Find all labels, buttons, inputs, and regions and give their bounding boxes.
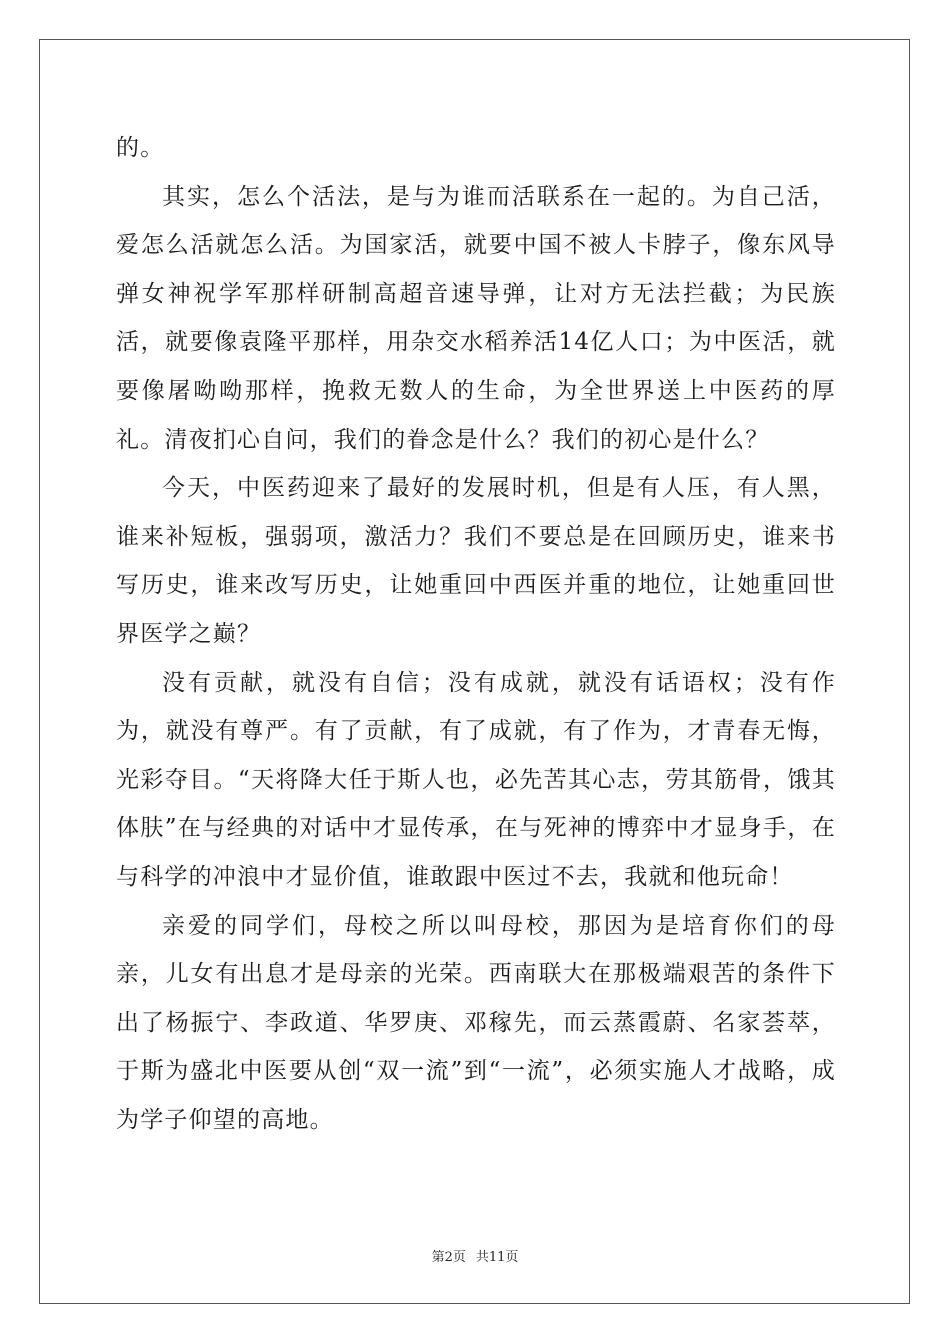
- paragraph-3: 今天，中医药迎来了最好的发展时机，但是有人压，有人黑，谁来补短板，强弱项，激活力？我们不要总是在回顾历史，谁来书写历史，谁来改写历史，让她重回中西医并重的地位，让她重回世界医学之巅？: [116, 475, 836, 647]
- paragraph-5: 亲爱的同学们，母校之所以叫母校，那因为是培育你们的母亲，儿女有出息才是母亲的光荣。西南联大在那极端艰苦的条件下出了杨振宁、李政道、华罗庚、邓稼先，而云蒸霞蔚、名家荟萃，于斯为盛北中医要从创“双一流”到“一流”，必须实施人才战略，成为学子仰望的高地。: [116, 912, 836, 1133]
- document-body: [116, 124, 836, 1144]
- total-pages: 共11页: [475, 1250, 519, 1265]
- paragraph-1: 的。: [116, 135, 165, 161]
- page-footer: [0, 1246, 950, 1265]
- paragraph-4: 没有贡献，就没有自信；没有成就，就没有话语权；没有作为，就没有尊严。有了贡献，有了成就，有了作为，才青春无悔，光彩夺目。“天将降大任于斯人也，必先苦其心志，劳其筋骨，饿其体肤”在与经典的对话中才显传承，在与死神的博弈中才显身手，在与科学的冲浪中才显价值，谁敢跟中医过不去，我就和他玩命！: [116, 669, 836, 890]
- paragraph-2: 其实，怎么个活法，是与为谁而活联系在一起的。为自己活，爱怎么活就怎么活。为国家活，就要中国不被人卡脖子，像东风导弹女神祝学军那样研制高超音速导弹，让对方无法拦截；为民族活，就要像袁隆平那样，用杂交水稻养活14亿人口；为中医活，就要像屠呦呦那样，挽救无数人的生命，为全世界送上中医药的厚礼。清夜扪心自问，我们的眷念是什么？我们的初心是什么？: [116, 183, 836, 453]
- page-number: 第2页: [431, 1250, 466, 1265]
